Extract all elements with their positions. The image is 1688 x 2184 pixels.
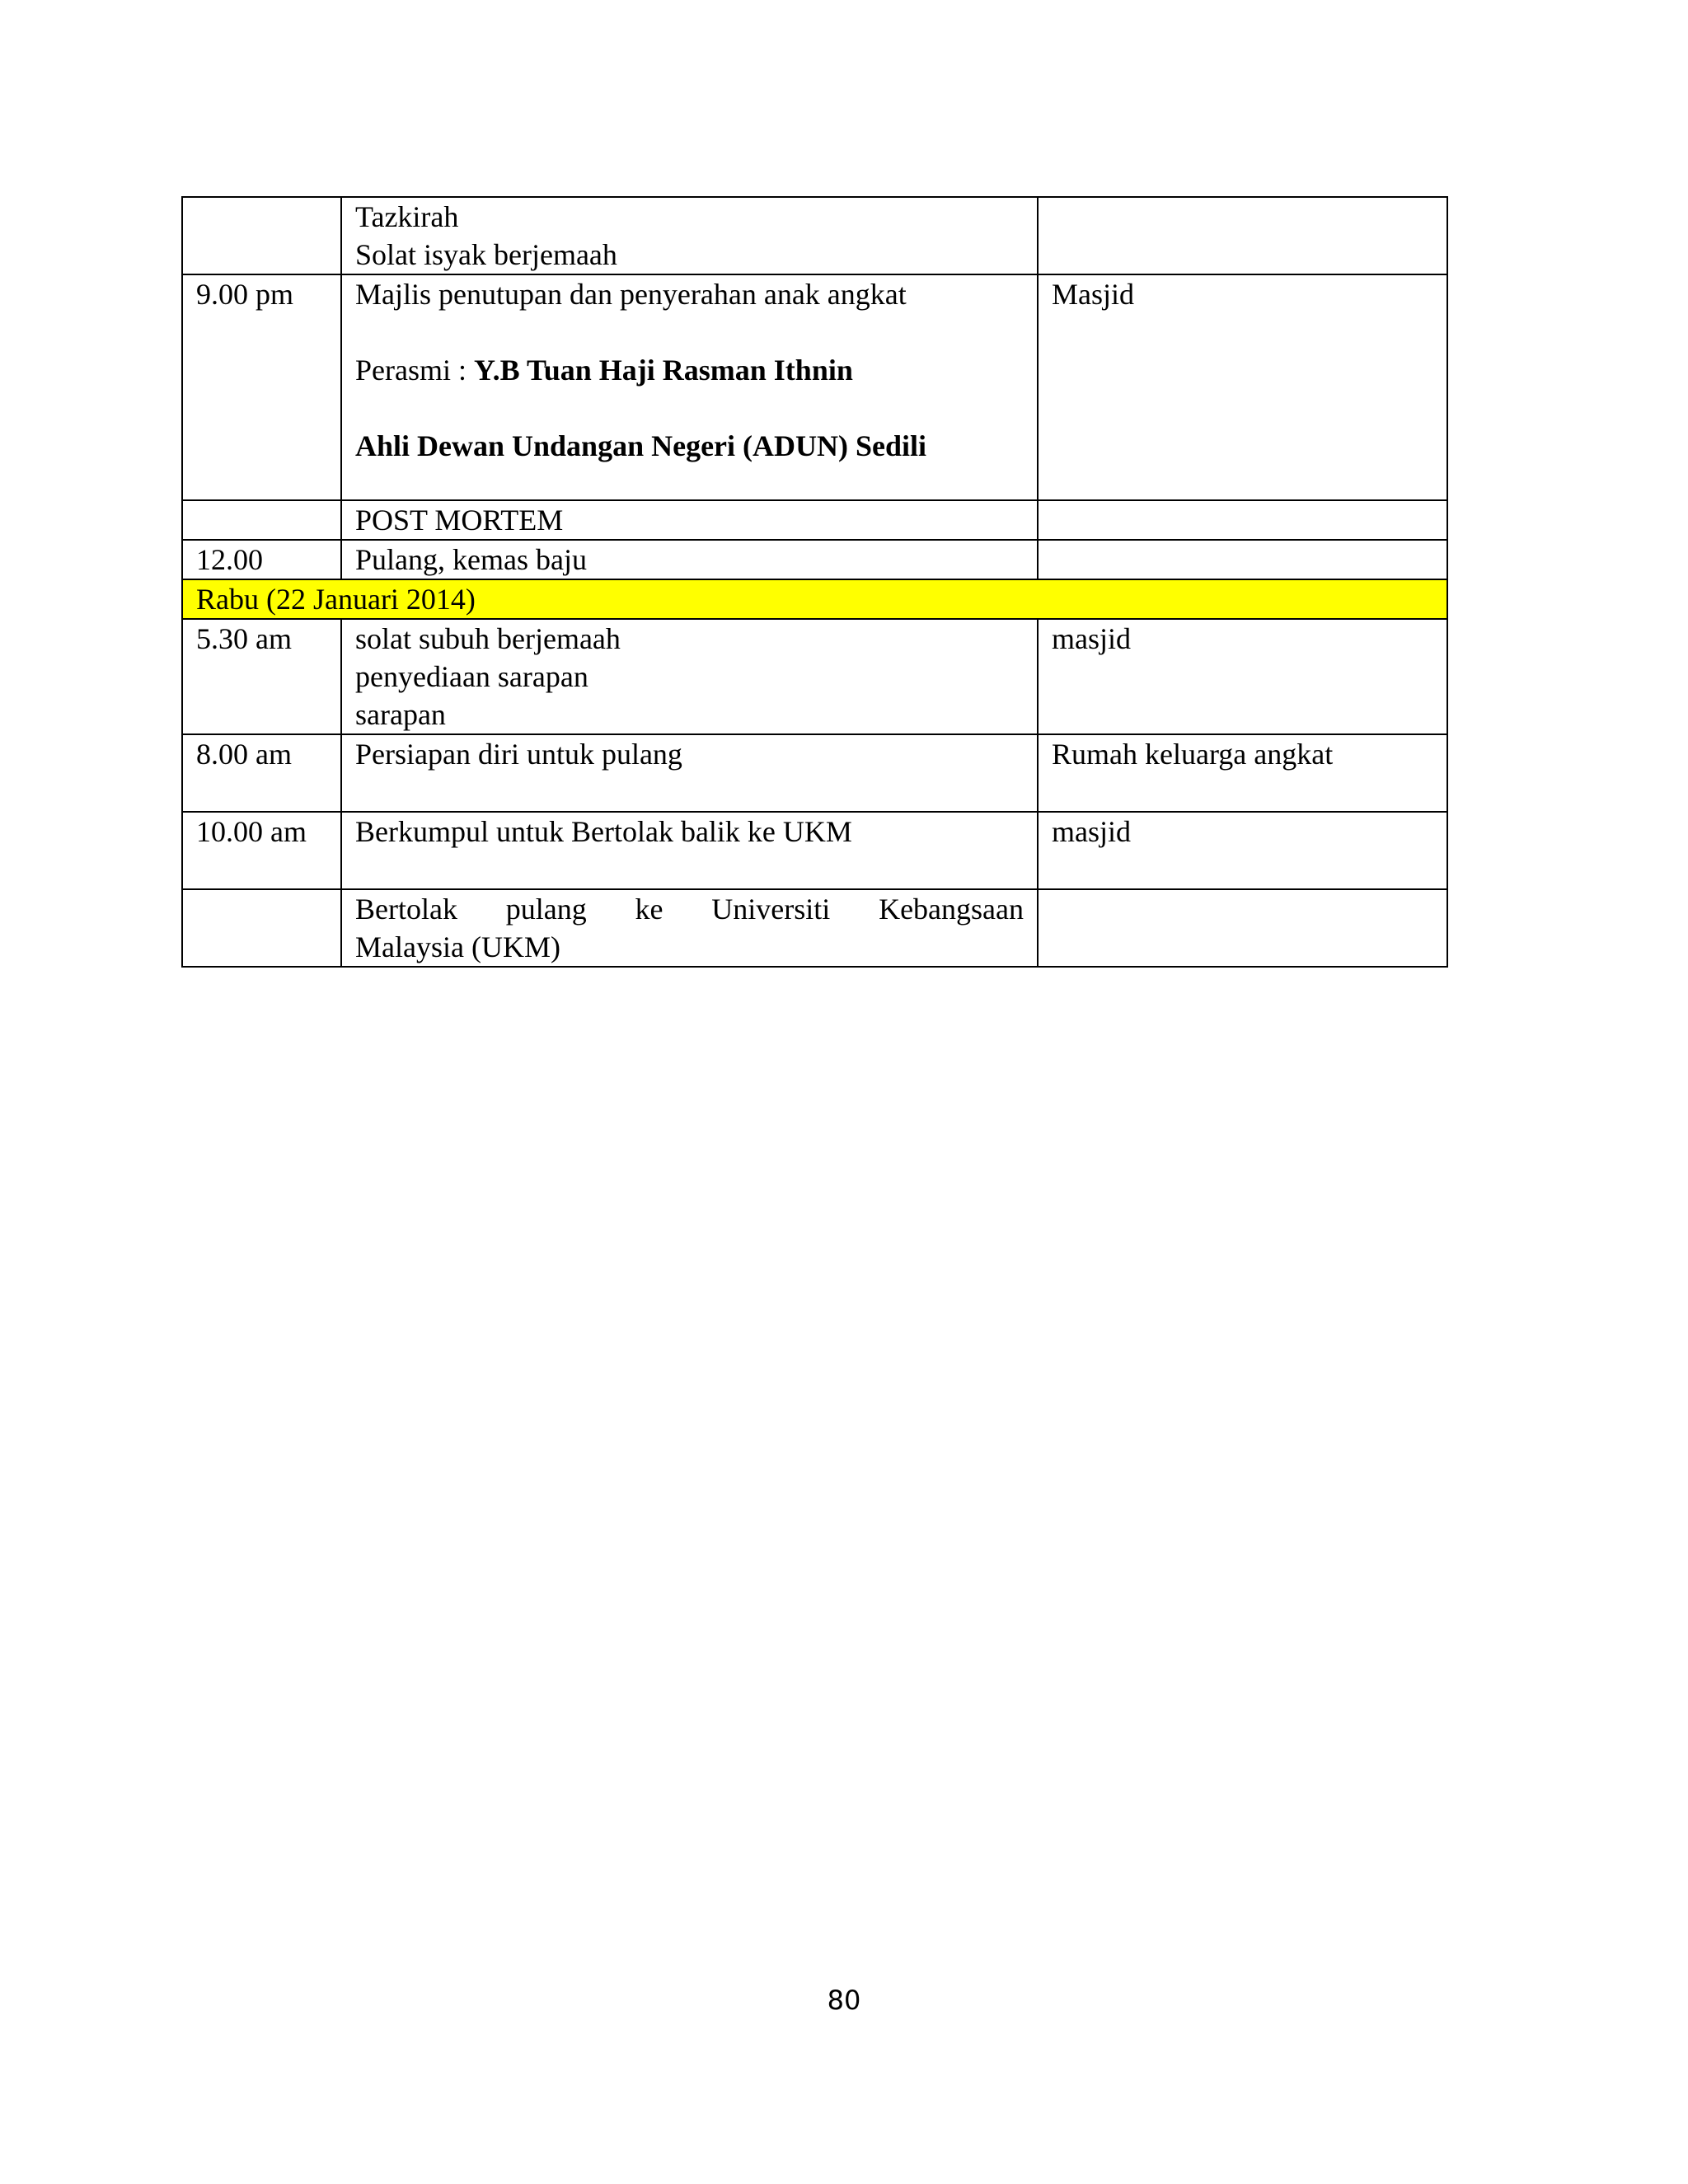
spacer [355, 313, 1024, 351]
table-row [182, 274, 1447, 500]
activity-line: Bertolak pulang ke Universiti Kebangsaan [355, 893, 1024, 926]
time-cell: 12.00 [182, 540, 341, 579]
time-cell: 5.30 am [182, 619, 341, 734]
place-cell: masjid [1038, 619, 1447, 734]
spacer [355, 389, 1024, 427]
activity-cell [341, 197, 1038, 274]
table-row [182, 812, 1447, 889]
time-cell [182, 500, 341, 540]
time-cell: 10.00 am [182, 812, 341, 889]
schedule-table [181, 196, 1448, 968]
place-cell: Masjid [1038, 274, 1447, 500]
table-row [182, 500, 1447, 540]
activity-cell: Berkumpul untuk Bertolak balik ke UKM [341, 812, 1038, 889]
officiator-title: Ahli Dewan Undangan Negeri (ADUN) Sedili [355, 429, 927, 462]
place-cell [1038, 540, 1447, 579]
table-row [182, 540, 1447, 579]
page-number: 80 [827, 1985, 861, 2016]
activity-cell: POST MORTEM [341, 500, 1038, 540]
activity-line: sarapan [355, 698, 446, 731]
activity-line: Malaysia (UKM) [355, 930, 560, 963]
day-header: Rabu (22 Januari 2014) [182, 579, 1447, 619]
place-cell [1038, 889, 1447, 967]
place-cell: masjid [1038, 812, 1447, 889]
time-cell: 9.00 pm [182, 274, 341, 500]
officiator-label: Perasmi : [355, 354, 467, 387]
time-cell [182, 889, 341, 967]
activity-cell: Pulang, kemas baju [341, 540, 1038, 579]
place-cell [1038, 500, 1447, 540]
officiator-line [355, 351, 1024, 389]
table-row [182, 889, 1447, 967]
activity-cell: Persiapan diri untuk pulang [341, 734, 1038, 812]
table-row [182, 734, 1447, 812]
activity-line: Majlis penutupan dan penyerahan anak angkat [355, 278, 907, 311]
table-row [182, 197, 1447, 274]
time-cell [182, 197, 341, 274]
activity-line: solat subuh berjemaah [355, 622, 621, 655]
officiator-name: Y.B Tuan Haji Rasman Ithnin [473, 354, 853, 387]
activity-cell [341, 889, 1038, 967]
activity-line: Tazkirah [355, 200, 459, 233]
activity-line: Solat isyak berjemaah [355, 238, 617, 271]
day-header-row [182, 579, 1447, 619]
activity-line: penyediaan sarapan [355, 660, 588, 693]
time-cell: 8.00 am [182, 734, 341, 812]
activity-cell [341, 274, 1038, 500]
place-cell: Rumah keluarga angkat [1038, 734, 1447, 812]
place-cell [1038, 197, 1447, 274]
activity-cell [341, 619, 1038, 734]
table-row [182, 619, 1447, 734]
